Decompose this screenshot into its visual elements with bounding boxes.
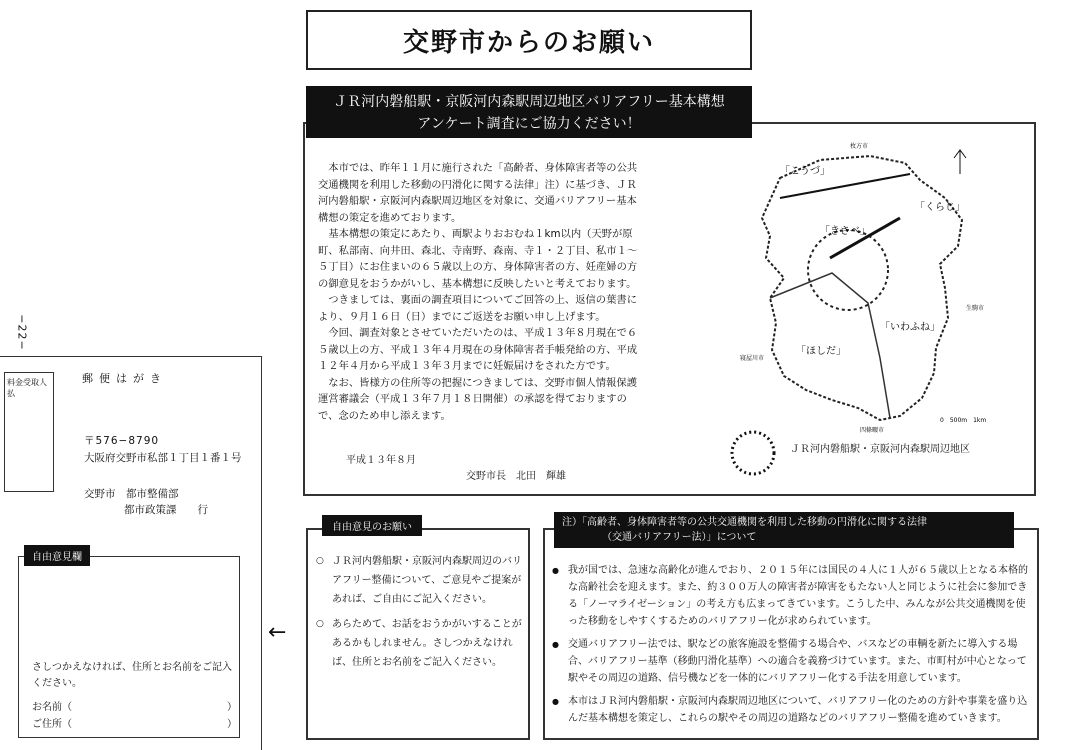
map-area-label: 「こうづ」: [780, 166, 830, 177]
keihan-line: [830, 218, 900, 258]
body-paragraph: 基本構想の策定にあたり、両駅よりおおむね１km以内（天野が原町、私部南、向井田、森北、寺南野、森南、寺１・２丁目、私市１〜５丁目）にお住まいの６５歳以上の方、身体障害者の方、妊産婦の方の御意見をおうかがいし、基本構想に反映したいと考えております。: [318, 228, 638, 290]
law-note-label: [554, 512, 1014, 548]
district-map: [740, 138, 1030, 438]
body-paragraph: 今回、調査対象とさせていただいたのは、平成１３年８月現在で６５歳以上の方、平成１３年４月現在の身体障害者手帳発給の方、平成１２年４月から平成１３年３月までに妊娠届けをされた方です。: [318, 327, 638, 372]
map-scale-label: 0 500m 1km: [940, 417, 987, 424]
postcard-recipient-line2: 都市政策課 行: [124, 504, 208, 516]
arrow-left-icon: ←: [268, 620, 287, 645]
postcard-address: 大阪府交野市私部１丁目１番１号: [84, 452, 242, 464]
opinion-request-list: [316, 552, 522, 678]
list-item: ○ ＪＲ河内磐船駅・京阪河内森駅周辺のバリアフリー整備について、ご意見やご提案があれば、ご自由にご記入ください。: [316, 552, 522, 609]
signature-name: 交野市長 北田 輝雄: [466, 471, 566, 482]
map-small-label: 寝屋川市: [740, 355, 765, 362]
map-small-label: 四條畷市: [860, 427, 885, 434]
body-paragraph: つきましては、裏面の調査項目についてご回答の上、返信の葉書により、９月１６日（日）までにご返送をお願い申し上げます。: [318, 294, 637, 323]
notice-body: [318, 160, 640, 424]
map-area-label: 「きさべ」: [820, 226, 870, 237]
body-paragraph: なお、皆様方の住所等の把握につきましては、交野市個人情報保護運営審議会（平成１３年７月１８日開催）の承認を得ておりますので、念のため申し添えます。: [318, 376, 637, 422]
postcard-zip: 〒576−8790: [84, 435, 160, 447]
map-area-label: 「いわふね」: [880, 322, 940, 333]
map-area-label: 「くらじ」: [915, 202, 965, 213]
list-item: ● 我が国では、急速な高齢化が進んでおり、２０１５年には国民の４人に１人が６５歳以上となる本格的な高齢社会を迎えます。また、約３００万人の障害者が障害をもたない人と同じように社会に参加できる「ノーマライゼーション」の考え方も広まってきています。こうした中、みんなが公共交通機関を使った移動をしやすくするためのバリアフリー化が求められています。: [552, 562, 1032, 630]
banner-line1: ＪＲ河内磐船駅・京阪河内森駅周辺地区バリアフリー基本構想: [333, 94, 725, 110]
address-field-close: ）: [227, 719, 237, 730]
district-circle: [808, 230, 888, 310]
body-paragraph: 本市では、昨年１１月に施行された「高齢者、身体障害者等の公共交通機関を利用した移動の円滑化に関する法律」注）に基づき、ＪＲ河内磐船駅・京阪河内森駅周辺地区を対象に、交通バリアフリー基本構想の策定を進めております。: [318, 162, 638, 224]
free-opinion-label: 自由意見欄: [24, 545, 90, 566]
opinion-request-label: 自由意見のお願い: [322, 515, 422, 536]
map-small-label: 生駒市: [966, 305, 985, 312]
postcard-recipient-line1: 交野市 都市整備部: [84, 488, 179, 500]
postcard-title: 郵便はがき: [82, 372, 167, 385]
list-item: ○ あらためて、お話をおうかがいすることがあるかもしれません。さしつかえなければ、住所とお名前をご記入ください。: [316, 615, 522, 672]
list-item: ● 交通バリアフリー法では、駅などの旅客施設を整備する場合や、バスなどの車輌を新たに導入する場合、バリアフリー基準（移動円滑化基準）への適合を義務づけています。また、市町村が中心となって駅やその周辺の道路、信号機などを一体的にバリアフリー化する手法を用意しています。: [552, 636, 1032, 687]
map-area-label: 「ほしだ」: [796, 346, 846, 357]
law-note-label-line2: （交通バリアフリー法）」について: [602, 532, 757, 543]
jr-line: [780, 174, 910, 198]
free-opinion-note: さしつかえなければ、住所とお名前をご記入ください。: [32, 662, 232, 689]
name-field-close: ）: [227, 702, 237, 713]
page-title: 交野市からのお願い: [306, 10, 752, 70]
north-arrow-icon: [954, 150, 966, 174]
survey-banner: [306, 86, 752, 138]
legend-circle-icon: [728, 428, 778, 478]
page-number: −22−: [15, 314, 29, 351]
law-note-label-line1: 注）「高齢者、身体障害者等の公共交通機関を利用した移動の円滑化に関する法律: [562, 517, 927, 528]
law-note-list: [552, 562, 1032, 733]
signature-date: 平成１３年８月: [346, 455, 416, 466]
map-caption: ＪＲ河内磐船駅・京阪河内森駅周辺地区: [790, 444, 970, 455]
map-small-label: 枚方市: [850, 143, 869, 150]
banner-line2: アンケート調査にご協力ください！: [417, 116, 641, 132]
name-field-label: お名前（: [32, 702, 72, 713]
stamp-label: 料金受取人払: [7, 378, 47, 398]
list-item: ● 本市はＪＲ河内磐船駅・京阪河内森駅周辺地区について、バリアフリー化のための方針や事業を盛り込んだ基本構想を策定し、これらの駅やその周辺の道路などのバリアフリー整備を進めていきます。: [552, 693, 1032, 727]
stamp-box: [4, 372, 54, 492]
address-field-label: ご住所（: [32, 719, 72, 730]
